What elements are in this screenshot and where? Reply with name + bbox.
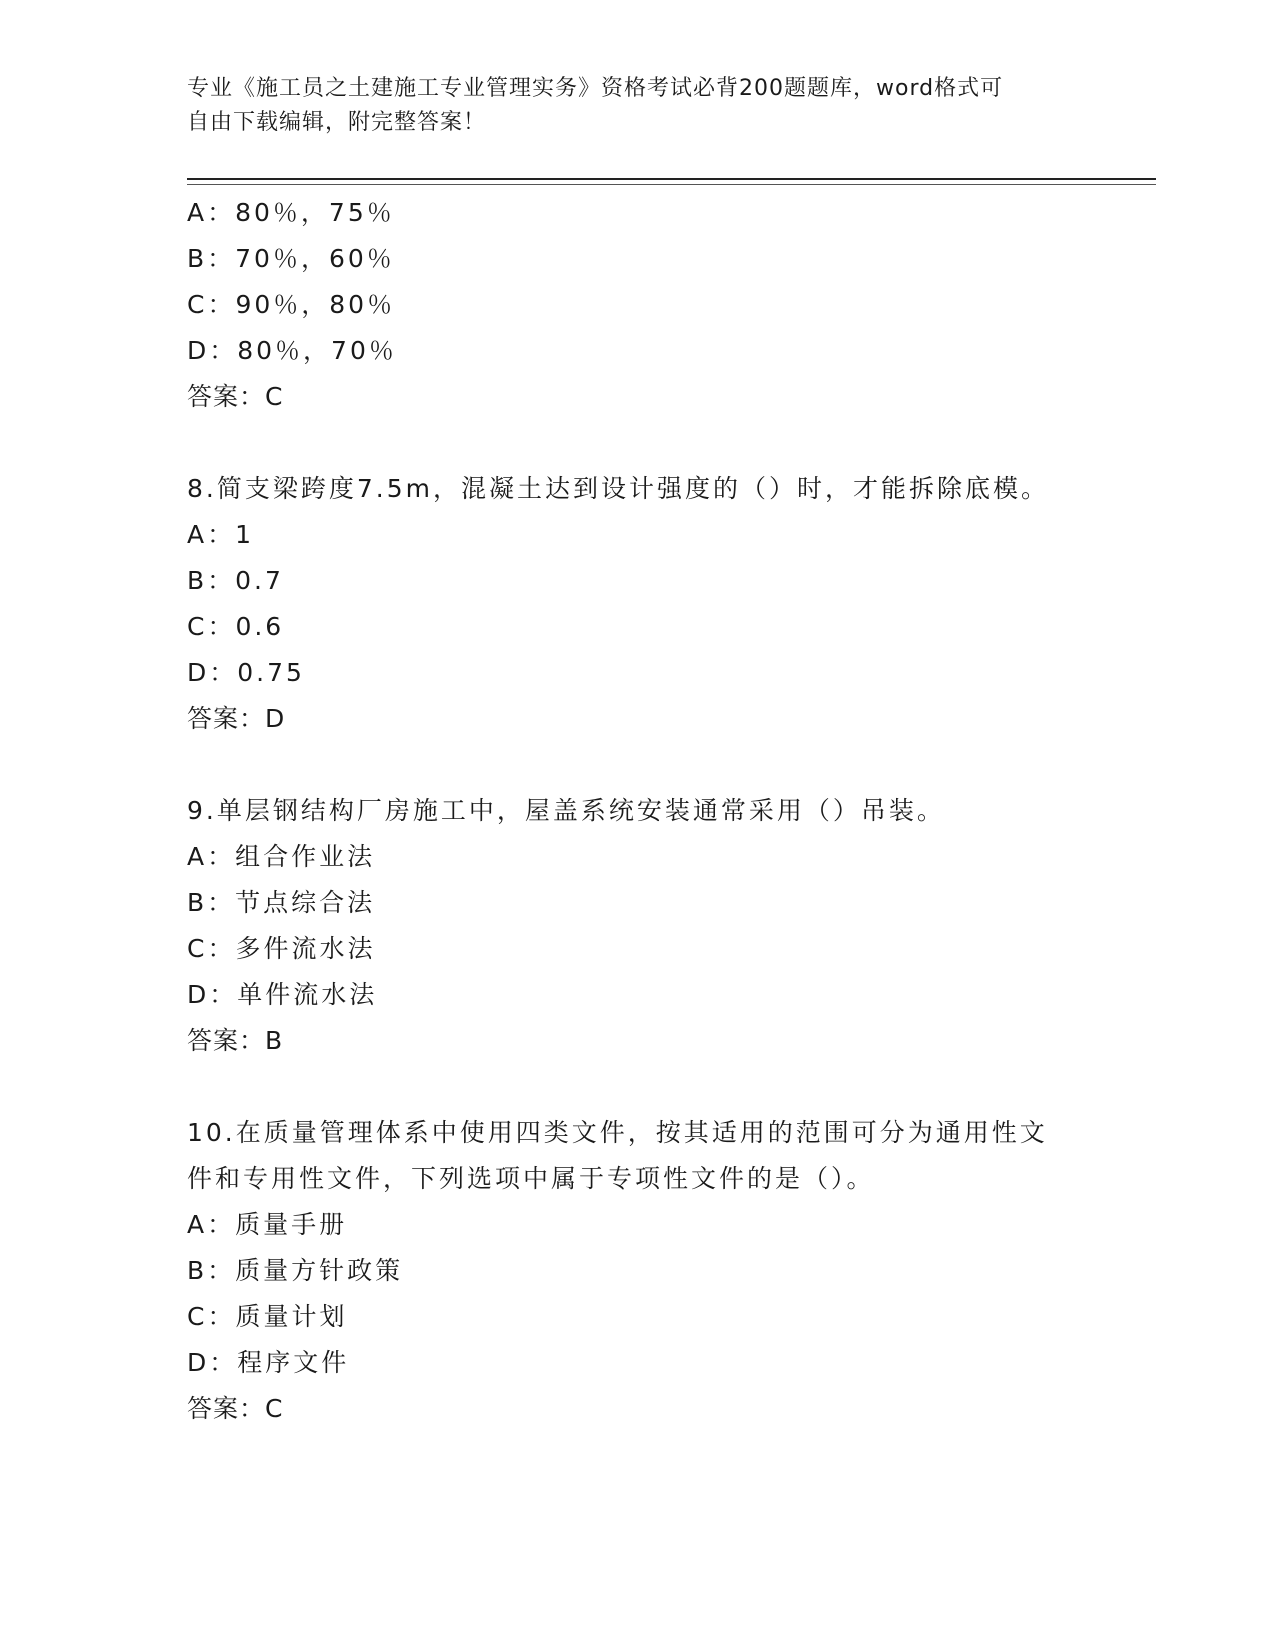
answer: 答案：C bbox=[187, 382, 284, 411]
question-list bbox=[187, 190, 1087, 1432]
answer: 答案：C bbox=[187, 1394, 284, 1423]
option-d: D：单件流水法 bbox=[187, 980, 378, 1009]
question-10 bbox=[187, 1110, 1087, 1432]
option-c: C：90％，80％ bbox=[187, 290, 396, 319]
option-a: A：80％，75％ bbox=[187, 198, 395, 227]
question-8 bbox=[187, 466, 1087, 742]
header-line-1: 专业《施工员之土建施工专业管理实务》资格考试必背200题题库，word格式可 bbox=[187, 76, 1004, 101]
option-c: C：质量计划 bbox=[187, 1302, 348, 1331]
question-stem: 8.简支梁跨度7.5m，混凝土达到设计强度的（）时，才能拆除底模。 bbox=[187, 474, 1049, 503]
header-line-2: 自由下载编辑，附完整答案！ bbox=[187, 110, 487, 135]
answer: 答案：B bbox=[187, 1026, 284, 1055]
option-b: B：0.7 bbox=[187, 566, 284, 595]
header-divider-thick bbox=[187, 178, 1156, 180]
option-d: D：程序文件 bbox=[187, 1348, 350, 1377]
question-stem: 9.单层钢结构厂房施工中，屋盖系统安装通常采用（）吊装。 bbox=[187, 796, 945, 825]
option-c: C：0.6 bbox=[187, 612, 285, 641]
spacer bbox=[187, 742, 1087, 788]
option-a: A：组合作业法 bbox=[187, 842, 376, 871]
option-d: D：0.75 bbox=[187, 658, 305, 687]
question-7 bbox=[187, 190, 1087, 420]
option-b: B：70％，60％ bbox=[187, 244, 395, 273]
option-b: B：节点综合法 bbox=[187, 888, 376, 917]
option-d: D：80％，70％ bbox=[187, 336, 397, 365]
spacer bbox=[187, 420, 1087, 466]
question-stem-line-1: 10.在质量管理体系中使用四类文件，按其适用的范围可分为通用性文 bbox=[187, 1118, 1048, 1147]
document-header bbox=[187, 72, 1067, 140]
question-stem-line-2: 件和专用性文件，下列选项中属于专项性文件的是（）。 bbox=[187, 1164, 875, 1193]
answer: 答案：D bbox=[187, 704, 286, 733]
option-b: B：质量方针政策 bbox=[187, 1256, 404, 1285]
header-divider-thin bbox=[187, 184, 1156, 185]
option-c: C：多件流水法 bbox=[187, 934, 376, 963]
option-a: A：1 bbox=[187, 520, 255, 549]
spacer bbox=[187, 1064, 1087, 1110]
question-9 bbox=[187, 788, 1087, 1064]
option-a: A：质量手册 bbox=[187, 1210, 348, 1239]
